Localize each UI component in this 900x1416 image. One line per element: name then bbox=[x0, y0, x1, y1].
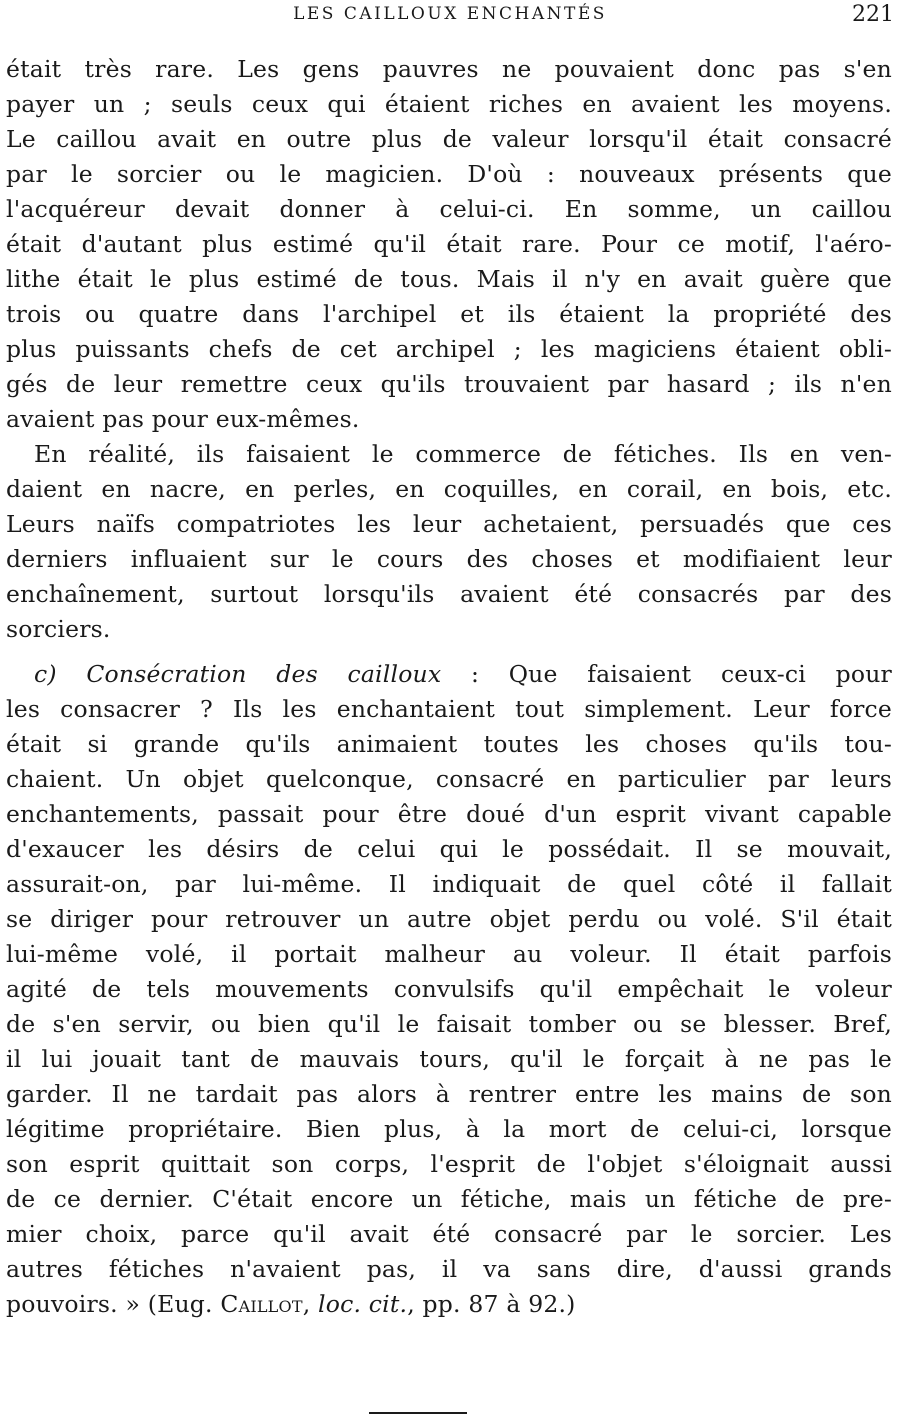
text-line: l'acquéreur devait donner à celui-ci. En somme, un caillou bbox=[6, 195, 892, 223]
text-line: son esprit quittait son corps, l'esprit de l'objet s'éloignait aussi bbox=[6, 1150, 892, 1178]
paragraph-1 bbox=[6, 52, 892, 437]
citation-prefix: pouvoirs. » (Eug. bbox=[6, 1290, 221, 1318]
text-line: sorciers. bbox=[6, 615, 111, 643]
text-line: lithe était le plus estimé de tous. Mais il n'y en avait guère que bbox=[6, 265, 892, 293]
text-line: enchantements, passait pour être doué d'un esprit vivant capable bbox=[6, 800, 892, 828]
text-line: payer un ; seuls ceux qui étaient riches en avaient les moyens. bbox=[6, 90, 892, 118]
running-head bbox=[0, 2, 900, 32]
text-line: trois ou quatre dans l'archipel et ils étaient la propriété des bbox=[6, 300, 892, 328]
text-line: par le sorcier ou le magicien. D'où : nouveaux présents que bbox=[6, 160, 892, 188]
citation-line bbox=[6, 1287, 892, 1322]
section-marker: c) bbox=[34, 660, 57, 688]
running-title: LES CAILLOUX ENCHANTÉS bbox=[293, 4, 607, 24]
heading-line-rest: : Que faisaient ceux-ci pour bbox=[470, 660, 892, 688]
text-line: Le caillou avait en outre plus de valeur lorsqu'il était consacré bbox=[6, 125, 892, 153]
text-line: gés de leur remettre ceux qu'ils trouvaient par hasard ; ils n'en bbox=[6, 370, 892, 398]
text-line: Leurs naïfs compatriotes les leur achetaient, persuadés que ces bbox=[6, 510, 892, 538]
text-line: plus puissants chefs de cet archipel ; les magiciens étaient obli- bbox=[6, 335, 892, 363]
text-line: il lui jouait tant de mauvais tours, qu'il le forçait à ne pas le bbox=[6, 1045, 892, 1073]
text-line: autres fétiches n'avaient pas, il va sans dire, d'aussi grands bbox=[6, 1255, 892, 1283]
section-title: Consécration des cailloux bbox=[86, 660, 442, 688]
text-line: était très rare. Les gens pauvres ne pouvaient donc pas s'en bbox=[6, 55, 892, 83]
paragraph-3 bbox=[6, 657, 892, 1322]
section-heading-line bbox=[6, 657, 892, 692]
text-line: mier choix, parce qu'il avait été consacré par le sorcier. Les bbox=[6, 1220, 892, 1248]
text-line: était d'autant plus estimé qu'il était rare. Pour ce motif, l'aéro- bbox=[6, 230, 892, 258]
text-line: assurait-on, par lui-même. Il indiquait de quel côté il fallait bbox=[6, 870, 892, 898]
text-line: avaient pas pour eux-mêmes. bbox=[6, 405, 360, 433]
text-line: de ce dernier. C'était encore un fétiche, mais un fétiche de pre- bbox=[6, 1185, 892, 1213]
text-line: garder. Il ne tardait pas alors à rentrer entre les mains de son bbox=[6, 1080, 892, 1108]
text-line: de s'en servir, ou bien qu'il le faisait tomber ou se blesser. Bref, bbox=[6, 1010, 892, 1038]
text-line: lui-même volé, il portait malheur au voleur. Il était parfois bbox=[6, 940, 892, 968]
page-number: 221 bbox=[852, 2, 894, 27]
citation-suffix: , pp. 87 à 92.) bbox=[407, 1290, 576, 1318]
citation-sep: , bbox=[302, 1290, 319, 1318]
text-line: était si grande qu'ils animaient toutes les choses qu'ils tou- bbox=[6, 730, 892, 758]
text-line: agité de tels mouvements convulsifs qu'il empêchait le voleur bbox=[6, 975, 892, 1003]
footer-rule bbox=[369, 1412, 467, 1414]
text-line: les consacrer ? Ils les enchantaient tout simplement. Leur force bbox=[6, 695, 892, 723]
text-line: se diriger pour retrouver un autre objet perdu ou volé. S'il était bbox=[6, 905, 892, 933]
text-line: chaient. Un objet quelconque, consacré en particulier par leurs bbox=[6, 765, 892, 793]
paragraph-2 bbox=[6, 437, 892, 647]
text-line: d'exaucer les désirs de celui qui le possédait. Il se mouvait, bbox=[6, 835, 892, 863]
citation-author: Caillot bbox=[220, 1290, 303, 1318]
text-line: enchaînement, surtout lorsqu'ils avaient été consacrés par des bbox=[6, 580, 892, 608]
body-text bbox=[6, 52, 892, 1322]
text-line: derniers influaient sur le cours des choses et modifiaient leur bbox=[6, 545, 892, 573]
citation-ref: loc. cit. bbox=[318, 1290, 408, 1318]
text-line: légitime propriétaire. Bien plus, à la mort de celui-ci, lorsque bbox=[6, 1115, 892, 1143]
text-line: En réalité, ils faisaient le commerce de fétiches. Ils en ven- bbox=[34, 440, 892, 468]
text-line: daient en nacre, en perles, en coquilles, en corail, en bois, etc. bbox=[6, 475, 892, 503]
